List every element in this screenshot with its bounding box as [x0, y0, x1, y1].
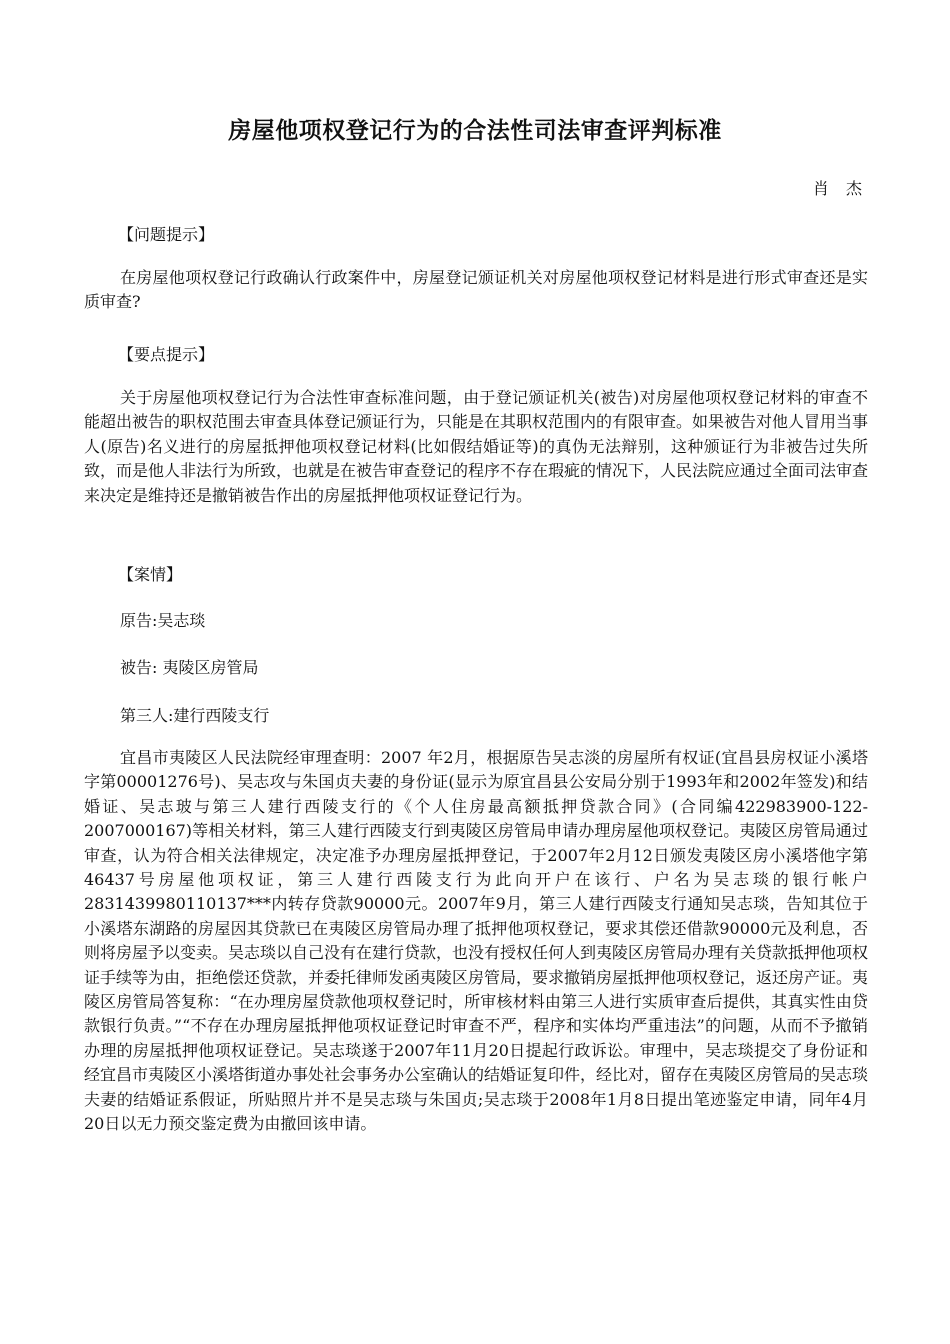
section-heading-question: 【问题提示】 — [118, 225, 215, 244]
third-party-line: 第三人:建行西陵支行 — [120, 706, 270, 725]
author-name: 肖 杰 — [812, 179, 868, 198]
section-heading-case: 【案情】 — [118, 565, 183, 584]
document-title: 房屋他项权登记行为的合法性司法审查评判标准 — [228, 118, 722, 144]
points-paragraph: 关于房屋他项权登记行为合法性审查标准问题，由于登记颁证机关(被告)对房屋他项权登记材料的审查不能超出被告的职权范围去审查具体登记颁证行为，只能是在其职权范围内的有限审查。如果被告对他人冒用当事人(原告)名义进行的房屋抵押他项权登记材料(比如假结婚证等)的真伪无法辩别，这种颁证行为非被告过失所致，而是他人非法行为所致，也就是在被告审查登记的程序不存在瑕疵的情况下，人民法院应通过全面司法审查来决定是维持还是撤销被告作出的房屋抵押他项权证登记行为。 — [84, 388, 869, 505]
case-paragraph: 宜昌市夷陵区人民法院经审理查明：2007 年2月，根据原告吴志淡的房屋所有权证(宜昌县房权证小溪塔字第00001276号)、吴志攻与朱国贞夫妻的身份证(显示为原宜昌县公安局分别于1993年和2002年签发)和结婚证、吴志玻与第三人建行西陵支行的《个人住房最高额抵押贷款合同》(合同编422983900-122-2007000167)等相关材料，第三人建行西陵支行到夷陵区房管局申请办理房屋他项权登记。夷陵区房管局通过审查，认为符合相关法律规定，决定准予办理房屋抵押登记，于2007年2月12日颁发夷陵区房小溪塔他字第46437号房屋他项权证，第三人建行西陵支行为此向开户在该行、户名为吴志琰的银行帐户2831439980110137***内转存贷款90000元。2007年9月，第三人建行西陵支行通知吴志琰，告知其位于小溪塔东湖路的房屋因其贷款已在夷陵区房管局办理了抵押他项权登记，要求其偿还借款90000元及利息，否则将房屋予以变卖。吴志琰以自己没有在建行贷款，也没有授权任何人到夷陵区房管局办理有关贷款抵押他项权证手续等为由，拒绝偿还贷款，并委托律师发函夷陵区房管局，要求撤销房屋抵押他项权登记，返还房产证。夷陵区房管局答复称：“在办理房屋贷款他项权登记时，所审核材料由第三人进行实质审查后提供，其真实性由贷款银行负责。”“不存在办理房屋抵押他项权证登记时审查不严，程序和实体均严重违法”的问题，从而不予撤销办理的房屋抵押他项权证登记。吴志琰遂于2007年11月20日提起行政诉讼。审理中，吴志琰提交了身份证和经宜昌市夷陵区小溪塔街道办事处社会事务办公室确认的结婚证复印件，经比对，留存在夷陵区房管局的吴志琰夫妻的结婚证系假证，所贴照片并不是吴志琰与朱国贞;吴志琰于2008年1月8日提出笔迹鉴定申请，同年4月20日以无力预交鉴定费为由撤回该申请。 — [84, 748, 869, 1134]
question-paragraph: 在房屋他项权登记行政确认行政案件中，房屋登记颁证机关对房屋他项权登记材料是进行形式审查还是实质审查? — [84, 268, 868, 312]
plaintiff-line: 原告:吴志琰 — [120, 611, 206, 630]
section-heading-points: 【要点提示】 — [118, 345, 215, 364]
defendant-line: 被告: 夷陵区房管局 — [120, 658, 259, 677]
